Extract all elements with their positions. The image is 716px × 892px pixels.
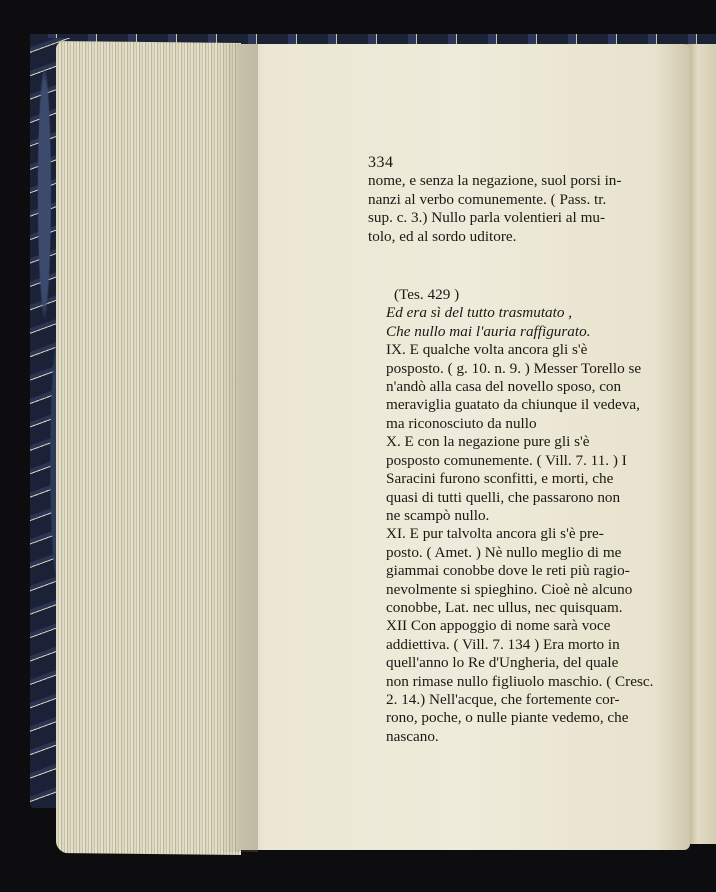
text-line: IX. E qualche volta ancora gli s'è	[386, 341, 588, 359]
text-line: ne scampò nullo.	[386, 506, 490, 524]
text-line: giammai conobbe dove le reti più ragio-	[386, 562, 630, 580]
text-line: quell'anno lo Re d'Ungheria, del quale	[386, 654, 619, 672]
page-text	[368, 154, 678, 746]
section-ix	[368, 341, 678, 433]
text-line: Saracini furono sconfitti, e morti, che	[386, 470, 614, 488]
quote-reference: (Tes. 429 )	[394, 286, 460, 304]
text-line: quasi di tutti quelli, che passarono non	[386, 488, 621, 506]
page-number: 334	[368, 154, 394, 171]
section-xii	[368, 617, 678, 746]
section-x	[368, 433, 678, 525]
text-line: conobbe, Lat. nec ullus, nec quisquam.	[386, 598, 623, 616]
intro-paragraph	[368, 172, 678, 246]
verse-line: Che nullo mai l'auria raffigurato.	[386, 322, 591, 340]
text-line: nascano.	[386, 727, 439, 745]
section-xi	[368, 525, 678, 617]
gutter-shadow	[218, 44, 258, 852]
text-line: meraviglia guatato da chiunque il vedeva,	[386, 396, 640, 414]
text-line: nome, e senza la negazione, suol porsi in-	[368, 172, 622, 190]
text-line: sup. c. 3.) Nullo parla volentieri al mu-	[368, 209, 606, 227]
text-line: ma riconosciuto da nullo	[386, 414, 537, 432]
text-line: tolo, ed al sordo uditore.	[368, 227, 517, 245]
text-line: nanzi al verbo comunemente. ( Pass. tr.	[368, 190, 607, 208]
text-line: non rimase nullo figliuolo maschio. ( Cresc.	[386, 672, 654, 690]
text-line: n'andò alla casa del novello sposo, con	[386, 378, 622, 396]
verse-line: Ed era sì del tutto trasmutato ,	[386, 304, 573, 322]
page-edges	[56, 41, 241, 855]
facing-page-edge	[686, 44, 716, 844]
text-line: posto. ( Amet. ) Nè nullo meglio di me	[386, 543, 622, 561]
verse-quote	[386, 286, 678, 341]
text-line: posposto comunemente. ( Vill. 7. 11. ) I	[386, 451, 627, 469]
text-line: XI. E pur talvolta ancora gli s'è pre-	[386, 525, 604, 543]
text-line: 2. 14.) Nell'acque, che fortemente cor-	[386, 690, 620, 708]
text-line: XII Con appoggio di nome sarà voce	[386, 617, 611, 635]
text-line: addiettiva. ( Vill. 7. 134 ) Era morto in	[386, 635, 620, 653]
text-line: posposto. ( g. 10. n. 9. ) Messer Torello se	[386, 359, 642, 377]
text-line: rono, poche, o nulle piante vedemo, che	[386, 709, 629, 727]
text-line: X. E con la negazione pure gli s'è	[386, 433, 590, 451]
text-line: nevolmente si spieghino. Cioè nè alcuno	[386, 580, 633, 598]
